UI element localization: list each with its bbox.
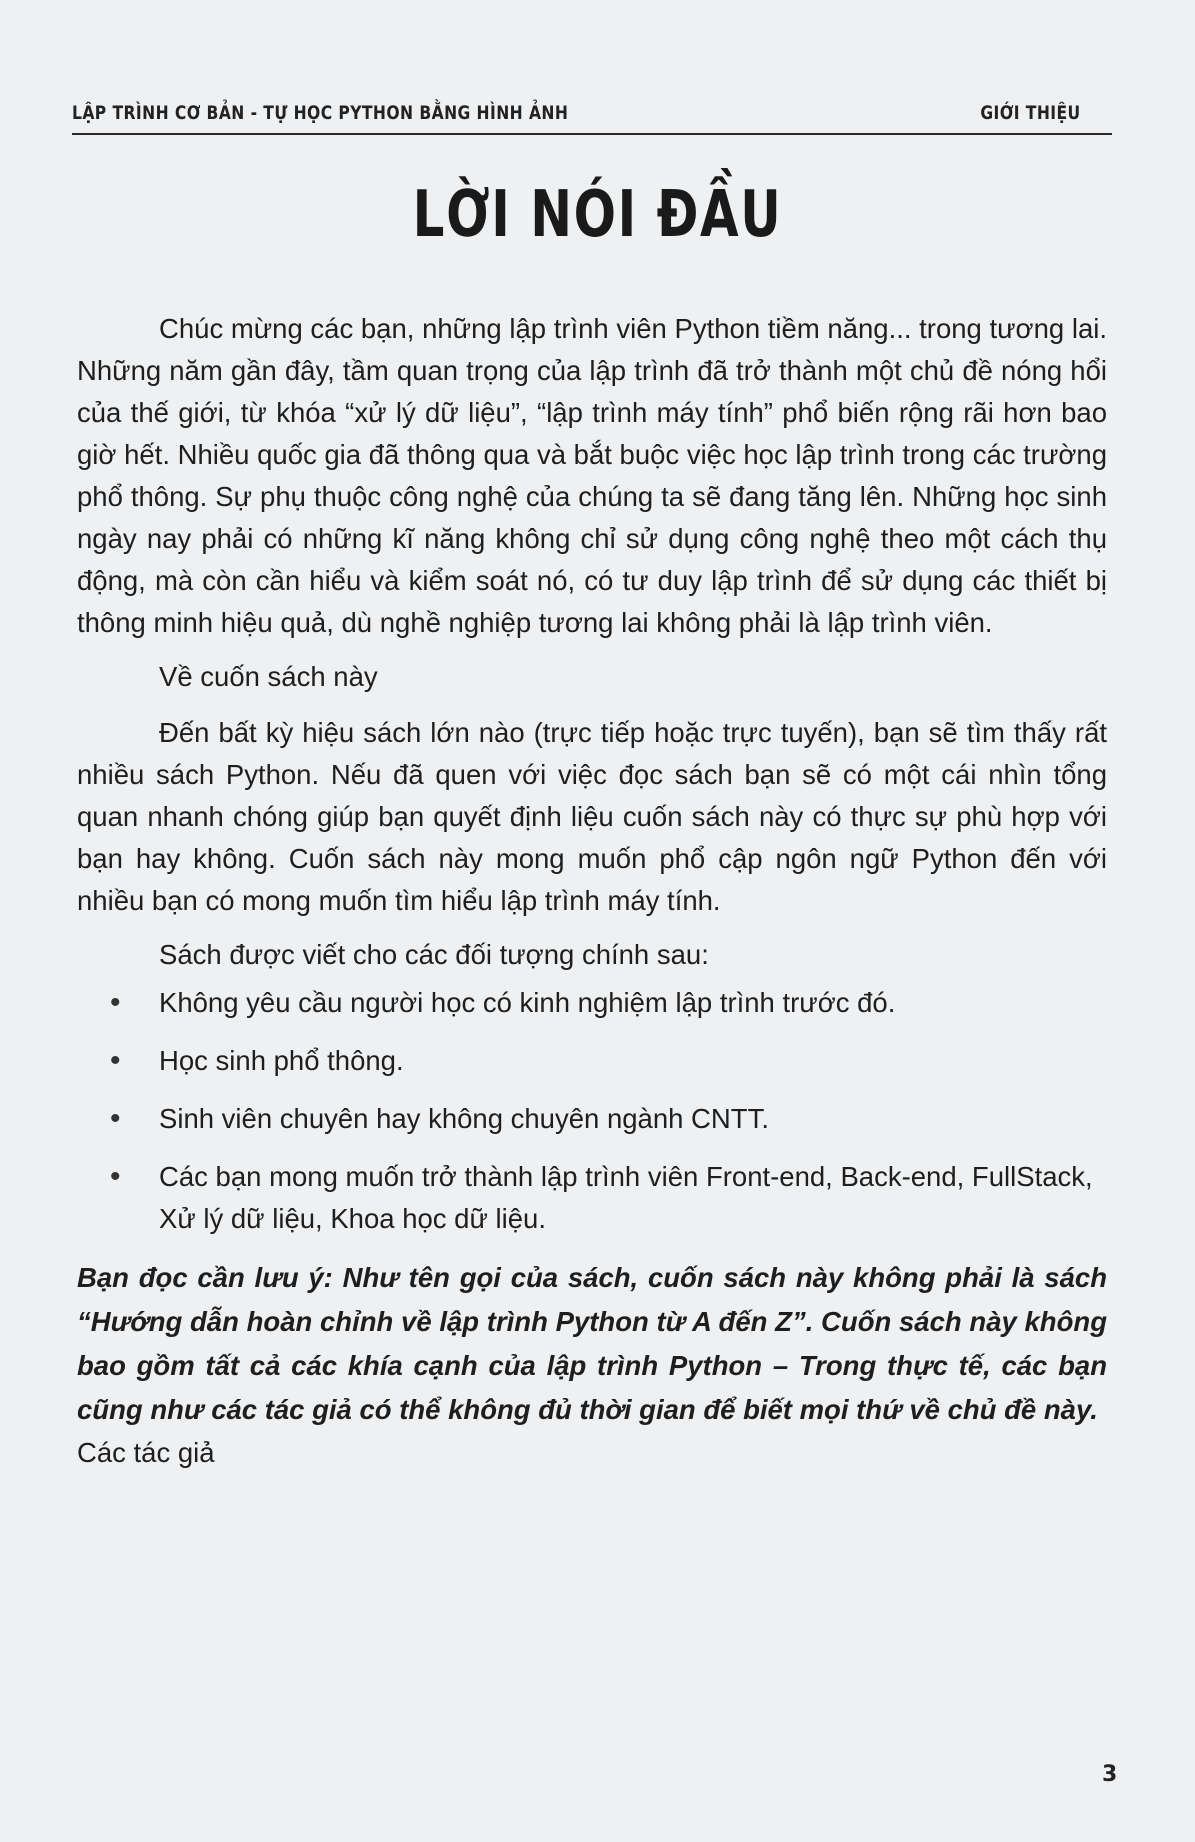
audience-list xyxy=(77,982,1107,1240)
list-item-text: Học sinh phổ thông. xyxy=(159,1045,404,1076)
bullet-icon: • xyxy=(110,986,121,1019)
running-header-section: GIỚI THIỆU xyxy=(980,102,1081,124)
page-title: LỜI NÓI ĐẦU xyxy=(412,178,783,252)
reader-note: Bạn đọc cần lưu ý: Như tên gọi của sách, cuốn sách này không phải là sách “Hướng dẫn hoàn chỉnh về lập trình Python từ A đến Z”. Cuốn sách này không bao gồm tất cả các khía cạnh của lập trình Python – Trong thực tế, các bạn cũng như các tác giả có thể không đủ thời gian để biết mọi thứ về chủ đề này. xyxy=(77,1262,1107,1425)
intro-paragraph: Chúc mừng các bạn, những lập trình viên Python tiềm năng... trong tương lai. Những năm gần đây, tầm quan trọng của lập trình đã trở thành một chủ đề nóng hổi của thế giới, từ khóa “xử lý dữ liệu”, “lập trình máy tính” phổ biến rộng rãi hơn bao giờ hết. Nhiều quốc gia đã thông qua và bắt buộc việc học lập trình trong các trường phổ thông. Sự phụ thuộc công nghệ của chúng ta sẽ đang tăng lên. Những học sinh ngày nay phải có những kĩ năng không chỉ sử dụng công nghệ theo một cách thụ động, mà còn cần hiểu và kiểm soát nó, có tư duy lập trình để sử dụng các thiết bị thông minh hiệu quả, dù nghề nghiệp tương lai không phải là lập trình viên. xyxy=(77,313,1107,638)
list-item xyxy=(77,1098,1107,1140)
list-item xyxy=(77,982,1107,1024)
page-number: 3 xyxy=(1102,1762,1118,1787)
running-header xyxy=(72,102,1081,124)
header-rule xyxy=(72,133,1112,135)
bookstores-paragraph: Đến bất kỳ hiệu sách lớn nào (trực tiếp hoặc trực tuyến), bạn sẽ tìm thấy rất nhiều sách Python. Nếu đã quen với việc đọc sách bạn sẽ có một cái nhìn tổng quan nhanh chóng giúp bạn quyết định liệu cuốn sách này có thực sự phù hợp với bạn hay không. Cuốn sách này mong muốn phổ cập ngôn ngữ Python đến với nhiều bạn có mong muốn tìm hiểu lập trình máy tính. xyxy=(77,717,1107,916)
bullet-icon: • xyxy=(110,1044,121,1077)
list-item xyxy=(77,1156,1107,1240)
list-item-text: Các bạn mong muốn trở thành lập trình viên Front-end, Back-end, FullStack, Xử lý dữ liệu, Khoa học dữ liệu. xyxy=(159,1161,1093,1234)
body-text xyxy=(77,308,1107,1474)
list-item-text: Không yêu cầu người học có kinh nghiệm lập trình trước đó. xyxy=(159,987,896,1018)
list-item-text: Sinh viên chuyên hay không chuyên ngành CNTT. xyxy=(159,1103,769,1134)
bullet-icon: • xyxy=(110,1102,121,1135)
audience-intro: Sách được viết cho các đối tượng chính sau: xyxy=(159,939,709,970)
list-item xyxy=(77,1040,1107,1082)
about-heading: Về cuốn sách này xyxy=(159,661,378,692)
signature: Các tác giả xyxy=(77,1437,215,1468)
running-header-book-title: LẬP TRÌNH CƠ BẢN - TỰ HỌC PYTHON BẰNG HÌNH ẢNH xyxy=(72,102,569,124)
bullet-icon: • xyxy=(110,1160,121,1193)
